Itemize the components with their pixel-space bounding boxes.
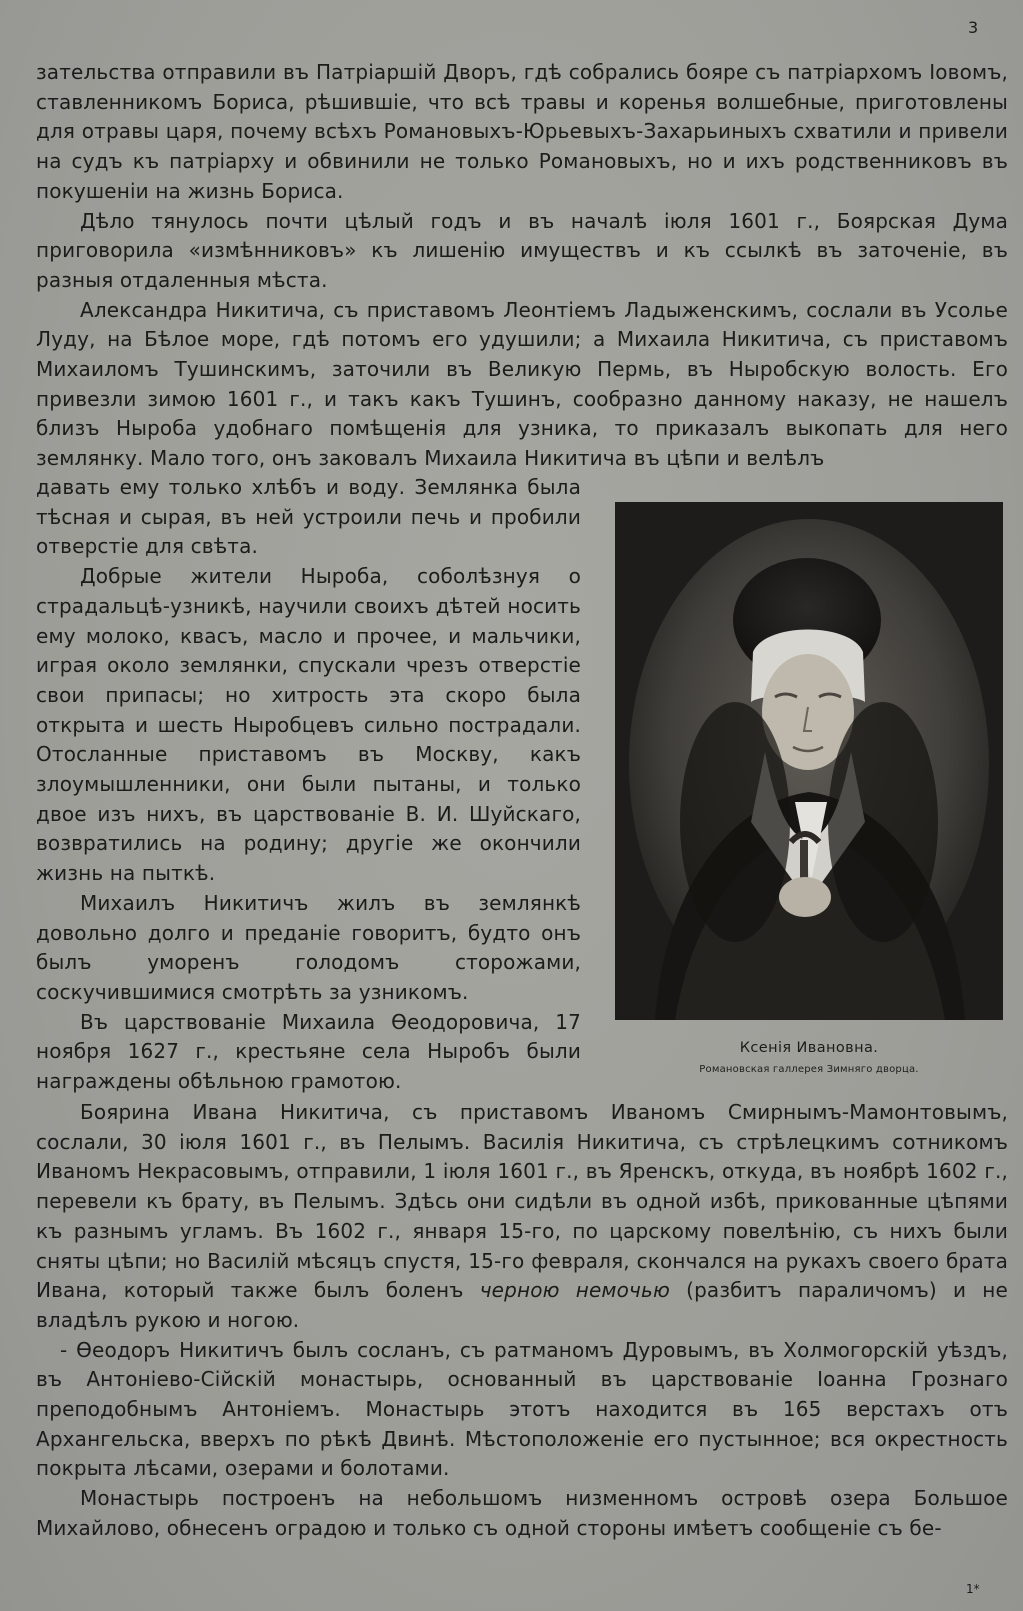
text-block-top [36,58,1008,474]
portrait-illustration [615,502,1003,1020]
paragraph-7-part-a: Боярина Ивана Никитича, съ приставомъ Иваномъ Смирнымъ-Мамонтовымъ, сослали, 30 іюля 1601 г., въ Пелымъ. Василія Никитича, съ стрѣлецкимъ сотникомъ Иваномъ Некрасовымъ, отправили, 1 іюля 1601 г., въ Яренскъ, откуда, въ ноябрѣ 1602 г., перевели къ брату, въ Пелымъ. Здѣсь они сидѣли въ одной избѣ, прикованные цѣпями къ разнымъ угламъ. Въ 1602 г., января 15-го, по царскому повелѣнію, съ нихъ были сняты цѣпи; но Василій мѣсяцъ спустя, 15-го февраля, скончался на рукахъ своего брата Ивана, который также былъ боленъ [36,1100,1008,1303]
paragraph-2: Дѣло тянулось почти цѣлый годъ и въ началѣ іюля 1601 г., Боярская Дума приговорила «измѣнниковъ» къ лишенію имуществъ и къ ссылкѣ въ заточеніе, въ разныя отдаленныя мѣста. [36,208,1008,292]
paragraph-3: Александра Никитича, съ приставомъ Леонтіемъ Ладыженскимъ, сослали въ Усолье Луду, на Бѣлое море, гдѣ потомъ его удушили; а Михаила Никитича, съ приставомъ Михаиломъ Тушинскимъ, заточили въ Великую Пермь, въ Ныробскую волость. Его привезли зимою 1601 г., и такъ какъ Тушинъ, сообразно данному наказу, не нашелъ близъ Ныроба удобнаго помѣщенія для узника, то приказалъ выкопать для него землянку. Мало того, онъ заковалъ Михаила Никитича въ цѣпи и велѣлъ [36,297,1008,471]
paragraph-4: Добрые жители Ныроба, соболѣзнуя о страдальцѣ-узникѣ, научили своихъ дѣтей носить ему молоко, квасъ, масло и прочее, и мальчики, играя около землянки, спускали чрезъ отверстіе свои припасы; но хитрость эта скоро была открыта и шесть Ныробцевъ сильно пострадали. Отосланные приставомъ въ Москву, какъ злоумышленники, они были пытаны, и только двое изъ нихъ, въ царствованіе В. И. Шуйскаго, возвратились на родину; другіе же окончили жизнь на пыткѣ. [36,564,581,886]
paragraph-6: Въ царствованіе Михаила Ѳеодоровича, 17 ноября 1627 г., крестьяне села Ныробъ были награждены обѣльною грамотою. [36,1009,581,1094]
paragraph-9: Монастырь построенъ на небольшомъ низменномъ островѣ озера Большое Михайлово, обнесенъ оградою и только съ одной стороны имѣетъ сообщеніе съ бе- [36,1486,1008,1540]
paragraph-5: Михаилъ Никитичъ жилъ въ землянкѣ довольно долго и преданіе говоритъ, будто онъ былъ уморенъ голодомъ сторожами, соскучившимися смотрѣть за узникомъ. [36,890,581,1004]
paragraph-8: - Ѳеодоръ Никитичъ былъ сосланъ, съ ратманомъ Дуровымъ, въ Холмогорскій уѣздъ, въ Антоніево-Сійскій монастырь, основанный въ царствованіе Іоанна Грознаго преподобнымъ Антоніемъ. Монастырь этотъ находится въ 165 верстахъ отъ Архангельска, вверхъ по рѣкѣ Двинѣ. Мѣстоположеніе его пустынное; вся окрестность покрыта лѣсами, озерами и болотами. [36,1337,1008,1481]
text-block-bottom [36,1098,1008,1544]
paragraph-3-continued: давать ему только хлѣбъ и воду. Землянка была тѣсная и сырая, въ ней устроили печь и пробили отверстіе для свѣта. [36,475,581,559]
portrait-caption-source: Романовская галлерея Зимняго дворца. [699,1064,919,1075]
paragraph-7 [36,1098,1008,1336]
text-column-beside-portrait [36,473,581,1097]
portrait-image [615,502,1003,1020]
paragraph-1: зательства отправили въ Патріаршій Дворъ, гдѣ собрались бояре съ патріархомъ Іовомъ, ставленникомъ Бориса, рѣшившіе, что всѣ травы и коренья волшебные, приготовлены для отравы царя, почему всѣхъ Романовыхъ-Юрьевыхъ-Захарьиныхъ схватили и привели на судъ къ патріарху и обвинили не только Романовыхъ, но и ихъ родственниковъ въ покушеніи на жизнь Бориса. [36,60,1008,203]
paragraph-7-italic: черною немочью [479,1278,670,1303]
signature-mark: 1* [966,1582,980,1596]
portrait-caption-title: Ксенія Ивановна. [739,1040,879,1056]
page-number: 3 [968,18,979,37]
paragraph-7-part-b: (разбитъ параличомъ) и не владѣлъ рукою и ногою. [36,1278,1008,1332]
